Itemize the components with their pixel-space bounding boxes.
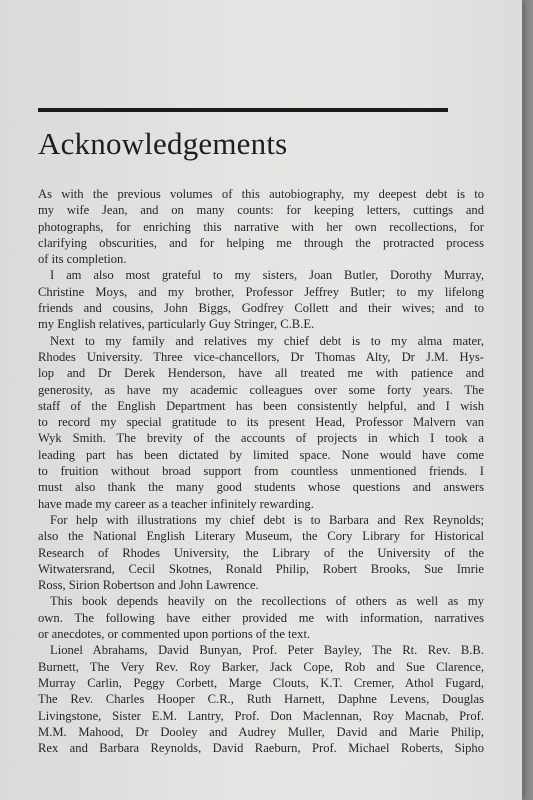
text-line: Wyk Smith. The brevity of the accounts of projects in which I took a xyxy=(38,431,484,446)
text-line: my wife Jean, and on many counts: for keeping letters, cuttings and xyxy=(38,203,484,218)
text-line: The Rev. Charles Hooper C.R., Ruth Harnett, Daphne Levens, Douglas xyxy=(38,692,484,707)
text-line: of its completion. xyxy=(38,252,127,267)
paragraph-2 xyxy=(38,267,484,332)
text-line: Witwatersrand, Cecil Skotnes, Ronald Philip, Robert Brooks, Sue Imrie xyxy=(38,561,484,576)
text-line: leading part has been dictated by limited space. None would have come xyxy=(38,447,484,462)
text-line: Murray Carlin, Peggy Corbett, Marge Clouts, K.T. Cremer, Athol Fugard, xyxy=(38,675,484,690)
text-line: Lionel Abrahams, David Bunyan, Prof. Peter Bayley, The Rt. Rev. B.B. xyxy=(50,643,484,658)
text-line: For help with illustrations my chief debt is to Barbara and Rex Reynolds; xyxy=(50,512,484,527)
paragraph-1 xyxy=(38,186,484,267)
paragraph-4 xyxy=(38,512,484,593)
text-line: M.M. Mahood, Dr Dooley and Audrey Muller, David and Marie Philip, xyxy=(38,724,484,739)
text-line: This book depends heavily on the recollections of others as well as my xyxy=(50,594,484,609)
text-line: my English relatives, particularly Guy Stringer, C.B.E. xyxy=(38,317,315,332)
text-line: generosity, as have my academic colleagues over some forty years. The xyxy=(38,382,484,397)
text-line: own. The following have either provided me with information, narratives xyxy=(38,610,484,625)
page-title: Acknowledgements xyxy=(38,126,288,161)
text-line: clarifying obscurities, and for helping me through the protracted process xyxy=(38,235,484,250)
text-line: also the National English Literary Museum, the Cory Library for Historical xyxy=(38,529,484,544)
text-line: have made my career as a teacher infinitely rewarding. xyxy=(38,496,314,511)
heading-rule xyxy=(38,108,448,112)
text-line: Rex and Barbara Reynolds, David Raeburn, Prof. Michael Roberts, Sipho xyxy=(38,741,484,756)
text-line: Christine Moys, and my brother, Professor Jeffrey Butler; to my lifelong xyxy=(38,284,484,299)
paragraph-3 xyxy=(38,333,484,512)
text-line: Research of Rhodes University, the Library of the University of the xyxy=(38,545,484,560)
text-line: lop and Dr Derek Henderson, have all treated me with patience and xyxy=(38,366,484,381)
text-line: friends and cousins, John Biggs, Godfrey Collett and their wives; and to xyxy=(38,301,484,316)
text-line: photographs, for enriching this narrative with her own recollections, for xyxy=(38,219,484,234)
text-line: Burnett, The Very Rev. Roy Barker, Jack Cope, Rob and Sue Clarence, xyxy=(38,659,484,674)
body-text xyxy=(38,186,484,756)
text-line: As with the previous volumes of this autobiography, my deepest debt is to xyxy=(38,187,484,201)
text-line: to fruition without broad support from countless unmentioned friends. I xyxy=(38,464,484,479)
text-line: Livingstone, Sister E.M. Lantry, Prof. Don Maclennan, Roy Macnab, Prof. xyxy=(38,708,484,723)
text-line: Next to my family and relatives my chief debt is to my alma mater, xyxy=(50,333,484,348)
text-line: Rhodes University. Three vice-chancellors, Dr Thomas Alty, Dr J.M. Hys- xyxy=(38,349,484,364)
text-line: I am also most grateful to my sisters, Joan Butler, Dorothy Murray, xyxy=(50,268,484,283)
text-line: Ross, Sirion Robertson and John Lawrence. xyxy=(38,578,259,593)
text-line: to record my special gratitude to its present Head, Professor Malvern van xyxy=(38,415,484,430)
text-line: or anecdotes, or commented upon portions of the text. xyxy=(38,627,311,642)
paragraph-5 xyxy=(38,593,484,642)
paragraph-6 xyxy=(38,642,484,756)
text-line: staff of the English Department has been consistently helpful, and I wish xyxy=(38,398,484,413)
text-line: must also thank the many good students whose questions and answers xyxy=(38,480,484,495)
